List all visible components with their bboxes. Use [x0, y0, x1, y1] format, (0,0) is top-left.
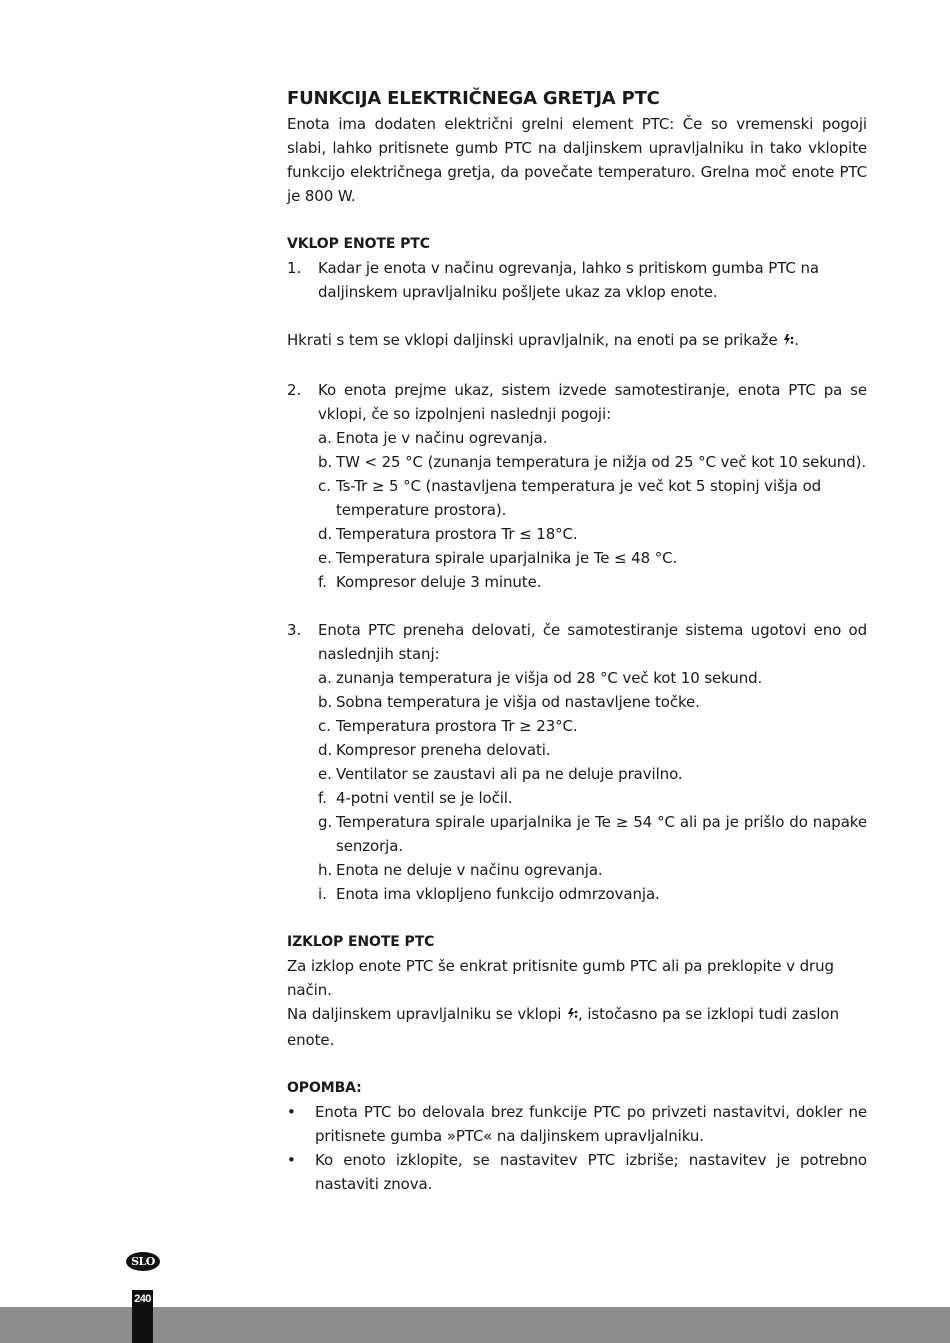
- list-item: [318, 810, 867, 858]
- item-letter: d.: [318, 525, 333, 543]
- step-2-conditions: [287, 426, 867, 594]
- item-text: Temperatura spirale uparjalnika je Te ≤ 48 °C.: [336, 549, 678, 567]
- step-1-number: 1.: [287, 259, 302, 277]
- item-letter: a.: [318, 429, 332, 447]
- list-item: [318, 666, 867, 690]
- off-line-2: [287, 1002, 867, 1052]
- section-title: FUNKCIJA ELEKTRIČNEGA GRETJA PTC: [287, 88, 660, 109]
- step-1: [287, 256, 867, 304]
- note-text: Ko enoto izklopite, se nastavitev PTC izbriše; nastavitev je potrebno nastaviti znova.: [315, 1151, 867, 1193]
- list-item: [318, 738, 867, 762]
- item-text: Temperatura prostora Tr ≤ 18°C.: [336, 525, 578, 543]
- item-letter: h.: [318, 861, 333, 879]
- item-letter: g.: [318, 813, 333, 831]
- list-item: [318, 522, 867, 546]
- step-1-text: Kadar je enota v načinu ogrevanja, lahko s pritiskom gumba PTC na daljinskem upravljalniku pošljete ukaz za vklop enote.: [318, 259, 819, 301]
- hkrati-paragraph: [287, 328, 867, 354]
- item-letter: f.: [318, 789, 327, 807]
- step-2-text: Ko enota prejme ukaz, sistem izvede samotestiranje, enota PTC pa se vklopi, če so izpolnjeni naslednji pogoji:: [318, 381, 867, 423]
- list-item: [318, 714, 867, 738]
- item-text: Temperatura spirale uparjalnika je Te ≥ 54 °C ali pa je prišlo do napake senzorja.: [336, 813, 867, 855]
- item-text: Enota je v načinu ogrevanja.: [336, 429, 548, 447]
- item-text: Kompresor deluje 3 minute.: [336, 573, 542, 591]
- intro-paragraph: Enota ima dodaten električni grelni element PTC: Če so vremenski pogoji slabi, lahko pritisnete gumb PTC na daljinskem upravljalniku in tako vklopite funkcijo električnega gretja, da povečate temperaturo. Grelna moč enote PTC je 800 W.: [287, 115, 867, 205]
- item-text: TW < 25 °C (zunanja temperatura je nižja od 25 °C več kot 10 sekund).: [336, 453, 866, 471]
- note-item: [287, 1100, 867, 1148]
- item-text: 4-potni ventil se je ločil.: [336, 789, 513, 807]
- document-body: [287, 86, 867, 1196]
- list-item: [318, 450, 867, 474]
- item-letter: b.: [318, 693, 333, 711]
- item-text: Temperatura prostora Tr ≥ 23°C.: [336, 717, 578, 735]
- note-heading: OPOMBA:: [287, 1080, 362, 1096]
- item-letter: e.: [318, 765, 332, 783]
- item-text: Ts-Tr ≥ 5 °C (nastavljena temperatura je več kot 5 stopinj višja od temperature prostora).: [336, 477, 822, 519]
- step-2: [287, 378, 867, 426]
- list-item: [318, 570, 867, 594]
- list-item: [318, 690, 867, 714]
- on-heading: VKLOP ENOTE PTC: [287, 236, 430, 252]
- ptc-heater-icon: [566, 1004, 578, 1028]
- item-letter: i.: [318, 885, 327, 903]
- item-text: Enota ima vklopljeno funkcijo odmrzovanja.: [336, 885, 660, 903]
- step-2-number: 2.: [287, 381, 302, 399]
- page-number: 240: [134, 1293, 151, 1305]
- language-badge: SLO: [126, 1252, 160, 1271]
- note-text: Enota PTC bo delovala brez funkcije PTC po privzeti nastavitvi, dokler ne pritisnete gumba »PTC« na daljinskem upravljalniku.: [315, 1103, 867, 1145]
- ptc-heater-icon: [782, 330, 794, 354]
- item-text: Enota ne deluje v načinu ogrevanja.: [336, 861, 603, 879]
- bullet: •: [287, 1103, 296, 1121]
- step-3-text: Enota PTC preneha delovati, če samotestiranje sistema ugotovi eno od naslednjih stanj:: [318, 621, 867, 663]
- step-3-conditions: [287, 666, 867, 906]
- step-3: [287, 618, 867, 666]
- list-item: [318, 786, 867, 810]
- item-letter: c.: [318, 477, 331, 495]
- item-text: Kompresor preneha delovati.: [336, 741, 551, 759]
- item-letter: e.: [318, 549, 332, 567]
- off-heading: IZKLOP ENOTE PTC: [287, 934, 435, 950]
- item-text: Sobna temperatura je višja od nastavljene točke.: [336, 693, 700, 711]
- hkrati-text: Hkrati s tem se vklopi daljinski upravljalnik, na enoti pa se prikaže: [287, 331, 778, 349]
- list-item: [318, 882, 867, 906]
- item-letter: b.: [318, 453, 333, 471]
- off-line-1: Za izklop enote PTC še enkrat pritisnite gumb PTC ali pa preklopite v drug način.: [287, 957, 834, 999]
- note-item: [287, 1148, 867, 1196]
- item-letter: d.: [318, 741, 333, 759]
- off-line-2-start: Na daljinskem upravljalniku se vklopi: [287, 1005, 562, 1023]
- hkrati-end: .: [794, 331, 799, 349]
- list-item: [318, 858, 867, 882]
- item-letter: f.: [318, 573, 327, 591]
- bullet: •: [287, 1151, 296, 1169]
- item-letter: c.: [318, 717, 331, 735]
- list-item: [318, 546, 867, 570]
- list-item: [318, 426, 867, 450]
- step-3-number: 3.: [287, 621, 302, 639]
- list-item: [318, 474, 867, 522]
- item-letter: a.: [318, 669, 332, 687]
- item-text: zunanja temperatura je višja od 28 °C več kot 10 sekund.: [336, 669, 763, 687]
- off-line-2-end: , istočasno pa se izklopi tudi zaslon enote.: [287, 1005, 839, 1049]
- item-text: Ventilator se zaustavi ali pa ne deluje pravilno.: [336, 765, 683, 783]
- list-item: [318, 762, 867, 786]
